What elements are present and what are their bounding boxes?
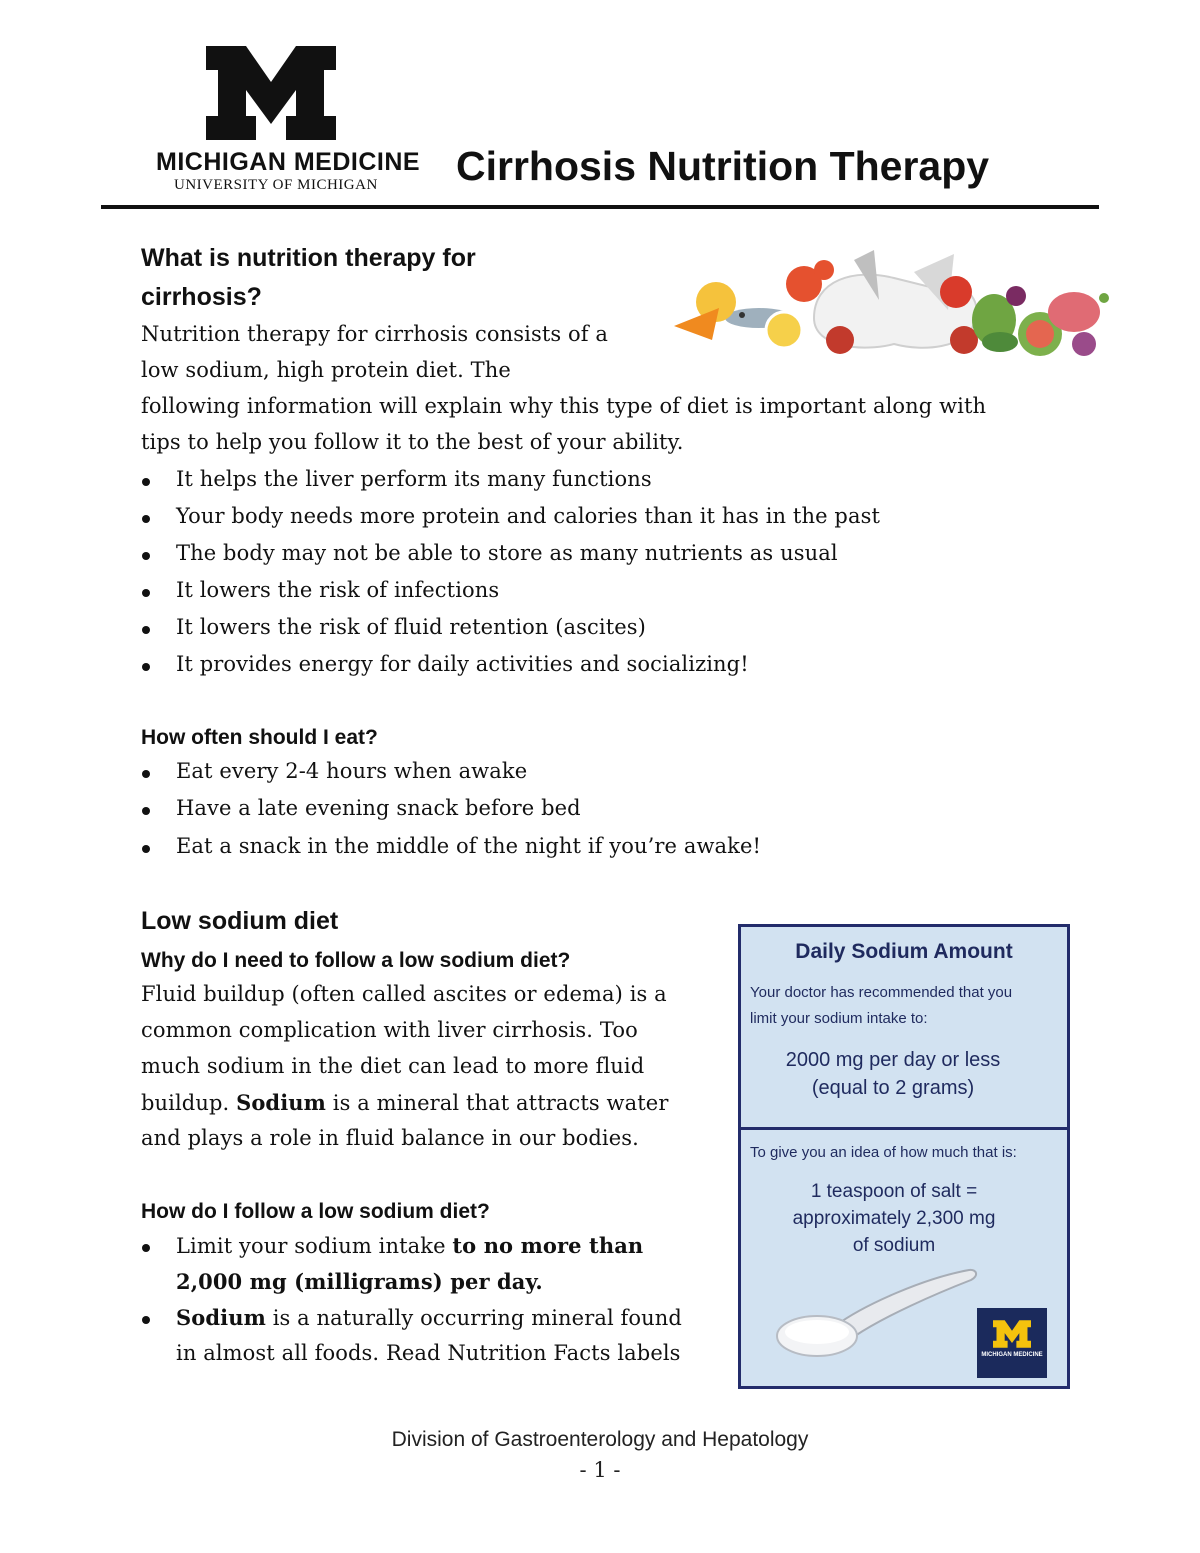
salt-equivalence-line: 1 teaspoon of salt = <box>810 1181 978 1202</box>
bullet-dot <box>142 589 150 597</box>
sodium-idea-line: To give you an idea of how much that is: <box>750 1144 1017 1161</box>
intro-paragraph-line: following information will explain why this type of diet is important along with <box>141 394 987 418</box>
how-often-heading: How often should I eat? <box>141 726 378 749</box>
bullet-dot <box>142 515 150 523</box>
how-follow-bullet-continuation: in almost all foods. Read Nutrition Facts labels <box>176 1341 681 1365</box>
michigan-m-logo <box>206 46 336 140</box>
sodium-amount-line: 2000 mg per day or less <box>785 1049 1001 1071</box>
footer-division: Division of Gastroenterology and Hepatology <box>391 1428 809 1451</box>
how-follow-bullet <box>176 1305 682 1330</box>
how-often-bullet: Eat every 2-4 hours when awake <box>176 759 528 783</box>
food-illustration <box>664 240 1110 382</box>
intro-paragraph-line: tips to help you follow it to the best of your ability. <box>141 430 684 454</box>
text-run: is a mineral that attracts water <box>325 1091 669 1115</box>
bold-term: Sodium <box>236 1090 326 1115</box>
text-run: is a naturally occurring mineral found <box>265 1306 682 1330</box>
salt-spoon-icon <box>775 1264 985 1364</box>
how-follow-bullet-continuation: 2,000 mg (milligrams) per day. <box>176 1269 543 1294</box>
sodium-box-divider <box>738 1127 1070 1130</box>
bullet-dot <box>142 663 150 671</box>
header-divider <box>101 205 1099 209</box>
document-title: Cirrhosis Nutrition Therapy <box>456 143 990 189</box>
intro-paragraph-line: low sodium, high protein diet. The <box>141 358 511 382</box>
intro-heading-line: What is nutrition therapy for <box>141 244 476 272</box>
bullet-dot <box>142 845 150 853</box>
intro-bullet: It lowers the risk of infections <box>176 578 500 602</box>
bullet-dot <box>142 552 150 560</box>
intro-bullet: It helps the liver perform its many functions <box>176 467 652 491</box>
intro-bullet: The body may not be able to store as many nutrients as usual <box>176 541 838 565</box>
how-follow-heading: How do I follow a low sodium diet? <box>141 1200 490 1223</box>
why-paragraph-line: much sodium in the diet can lead to more fluid <box>141 1054 645 1078</box>
sodium-box-title: Daily Sodium Amount <box>795 940 1013 963</box>
intro-paragraph-line: Nutrition therapy for cirrhosis consists of a <box>141 322 609 346</box>
how-follow-bullet <box>176 1233 643 1258</box>
why-low-sodium-heading: Why do I need to follow a low sodium diet? <box>141 949 571 972</box>
bullet-dot <box>142 770 150 778</box>
bold-term: to no more than <box>452 1233 644 1258</box>
why-paragraph-line: Fluid buildup (often called ascites or edema) is a <box>141 982 667 1006</box>
bullet-dot <box>142 1244 150 1252</box>
logo-wordmark: MICHIGAN MEDICINE <box>156 148 421 176</box>
logo-subtitle: UNIVERSITY OF MICHIGAN <box>174 177 378 193</box>
intro-bullet: It lowers the risk of fluid retention (ascites) <box>176 615 646 639</box>
salt-equivalence-line: of sodium <box>852 1235 936 1256</box>
sodium-amount-line: (equal to 2 grams) <box>811 1077 975 1099</box>
low-sodium-heading: Low sodium diet <box>141 907 339 935</box>
bold-term: Sodium <box>176 1305 266 1330</box>
intro-heading <box>141 239 476 317</box>
badge-label: MICHIGAN MEDICINE <box>981 1352 1043 1358</box>
michigan-medicine-badge <box>977 1308 1047 1378</box>
bullet-dot <box>142 626 150 634</box>
intro-bullet: It provides energy for daily activities and socializing! <box>176 652 749 676</box>
sodium-box-intro-line: Your doctor has recommended that you <box>750 984 1013 1001</box>
text-run: buildup. <box>141 1091 237 1115</box>
why-paragraph-line: common complication with liver cirrhosis. Too <box>141 1018 638 1042</box>
text-run: Limit your sodium intake <box>176 1234 453 1258</box>
how-often-bullet: Eat a snack in the middle of the night if you’re awake! <box>176 834 762 858</box>
why-paragraph-line: and plays a role in fluid balance in our bodies. <box>141 1126 639 1150</box>
intro-bullet: Your body needs more protein and calories than it has in the past <box>176 504 880 528</box>
bullet-dot <box>142 807 150 815</box>
salt-equivalence-line: approximately 2,300 mg <box>792 1208 996 1229</box>
intro-heading-line: cirrhosis? <box>141 283 262 311</box>
sodium-box-intro-line: limit your sodium intake to: <box>750 1010 928 1027</box>
badge-m-icon <box>993 1320 1031 1348</box>
bullet-dot <box>142 1316 150 1324</box>
how-often-bullet: Have a late evening snack before bed <box>176 796 581 820</box>
page-number: - 1 - <box>579 1458 621 1482</box>
why-paragraph-line <box>141 1090 668 1115</box>
bullet-dot <box>142 478 150 486</box>
